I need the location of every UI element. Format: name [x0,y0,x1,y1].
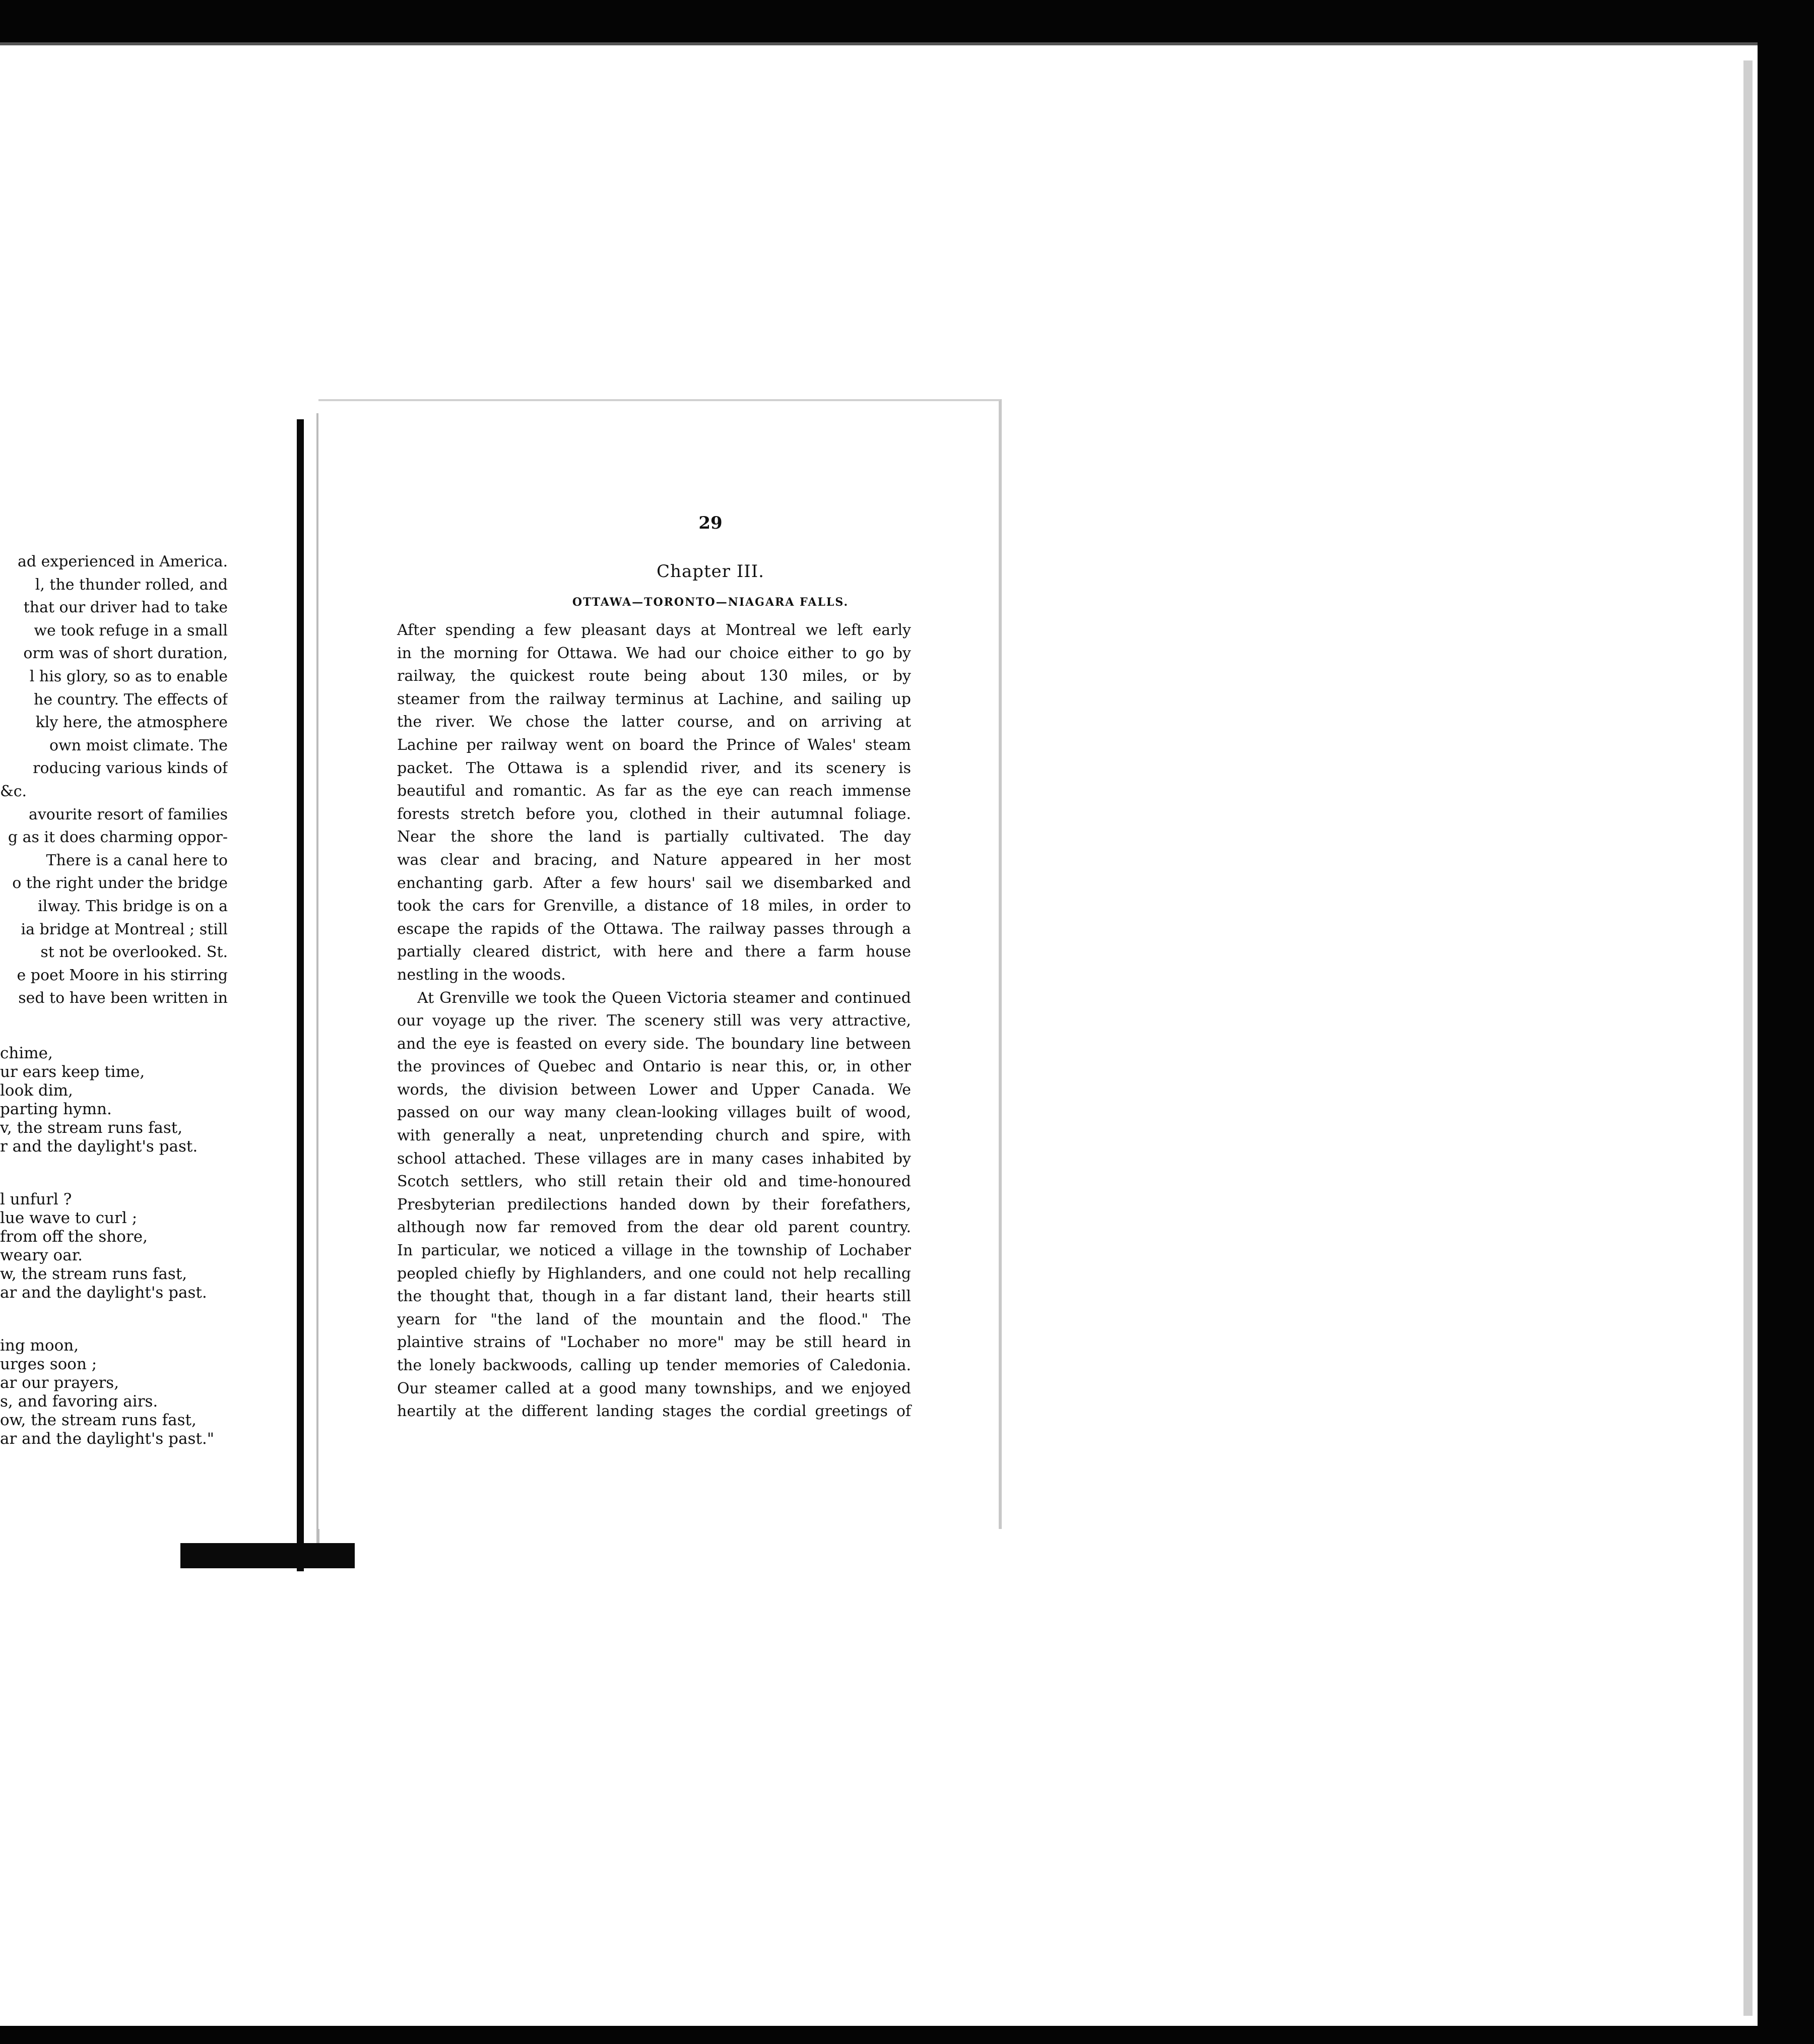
left-line: orm was of short duration, [23,645,228,663]
left-line: ilway. This bridge is on a [38,897,228,915]
text-line: railway, the quickest route being about 130 miles, or by [397,667,911,685]
poem-stanza [0,1190,228,1302]
text-line: forests stretch before you, clothed in their autumnal foliage. [397,805,911,823]
left-line: st not be overlooked. St. [40,943,228,962]
book-spine [297,419,304,1571]
left-page-text [0,550,228,1448]
scan-frame-top-edge [0,42,1814,45]
poem-line: look dim, [0,1081,73,1100]
poem-line: ar our prayers, [0,1373,119,1392]
text-line: the thought that, though in a far distant land, their hearts still [397,1288,911,1306]
text-line: Near the shore the land is partially cultivated. The day [397,828,911,846]
poem-line: from off the shore, [0,1227,148,1246]
text-line: our voyage up the river. The scenery still was very attractive, [397,1012,911,1030]
left-line: e poet Moore in his stirring [17,966,228,984]
scan-frame-right-inner [1743,60,1753,2016]
text-line: peopled chiefly by Highlanders, and one could not help recalling [397,1264,911,1283]
text-line: enchanting garb. After a few hours' sail we disembarked and [397,874,911,892]
text-line: took the cars for Grenville, a distance of 18 miles, in order to [397,897,911,915]
left-line: sed to have been written in [18,989,228,1007]
left-line: own moist climate. The [49,736,228,754]
chapter-subtitle: OTTAWA—TORONTO—NIAGARA FALLS. [572,596,849,609]
poem-line: r and the daylight's past. [0,1137,198,1156]
text-line: although now far removed from the dear old parent country. [397,1219,911,1237]
poem-line: lue wave to curl ; [0,1208,138,1227]
text-line: passed on our way many clean-looking villages built of wood, [397,1104,911,1122]
left-prose [0,550,228,1010]
left-line: &c. [0,782,27,800]
poem-stanza [0,1336,228,1448]
text-line: Lachine per railway went on board the Prince of Wales' steam [397,736,911,754]
text-line: steamer from the railway terminus at Lachine, and sailing up [397,690,911,708]
left-line: o the right under the bridge [12,874,228,892]
poem-line: chime, [0,1044,53,1062]
poem-line: parting hymn. [0,1100,112,1118]
text-line: beautiful and romantic. As far as the eye can reach immense [397,782,911,800]
text-line: the river. We chose the latter course, and on arriving at [397,713,911,731]
text-line: school attached. These villages are in many cases inhabited by [397,1149,911,1168]
text-line: Scotch settlers, who still retain their old and time-honoured [397,1173,911,1191]
poem-line: urges soon ; [0,1355,97,1373]
poem-stanza [0,1044,228,1156]
book-spine-foot [180,1543,355,1568]
poem-line: ar and the daylight's past. [0,1283,207,1302]
poem-line: v, the stream runs fast, [0,1118,183,1137]
left-line: avourite resort of families [28,805,228,823]
text-line: In particular, we noticed a village in the township of Lochaber [397,1242,911,1260]
text-line: partially cleared district, with here and there a farm house [397,943,911,961]
text-line: with generally a neat, unpretending church and spire, with [397,1127,911,1145]
text-line: words, the division between Lower and Upper Canada. We [397,1080,911,1099]
paragraph [397,619,911,987]
text-line: After spending a few pleasant days at Montreal we left early [397,621,911,639]
scan-frame-bottom [0,2026,1814,2044]
text-line: Our steamer called at a good many townships, and we enjoyed [397,1379,911,1397]
poem-line: w, the stream runs fast, [0,1264,187,1283]
poem-line: l unfurl ? [0,1190,72,1208]
poem-line: ur ears keep time, [0,1062,145,1081]
text-line: yearn for "the land of the mountain and the flood." The [397,1310,911,1328]
left-line: l, the thunder rolled, and [35,576,228,594]
text-line: At Grenville we took the Queen Victoria steamer and continued [417,989,911,1007]
left-line: that our driver had to take [23,599,228,617]
chapter-body [397,619,911,1423]
left-line: we took refuge in a small [34,621,228,640]
left-line: l his glory, so as to enable [29,667,228,685]
poem-line: ar and the daylight's past." [0,1429,214,1448]
left-line: he country. The effects of [34,690,228,709]
scan-frame-right [1758,0,1814,2044]
left-line: There is a canal here to [46,851,228,869]
right-page [318,399,1002,1529]
poem-line: ow, the stream runs fast, [0,1411,197,1429]
poem-line: s, and favoring airs. [0,1392,158,1411]
left-line: kly here, the atmosphere [35,714,228,732]
scan-frame-top [0,0,1814,42]
text-line: the lonely backwoods, calling up tender memories of Caledonia. [397,1357,911,1374]
left-line: ad experienced in America. [17,553,228,570]
poem-line: ing moon, [0,1336,79,1355]
left-page [0,413,319,1551]
text-line: Presbyterian predilections handed down by their forefathers, [397,1195,911,1213]
text-line: was clear and bracing, and Nature appeared in her most [397,851,911,869]
left-line: g as it does charming oppor- [8,828,228,847]
text-line: packet. The Ottawa is a splendid river, and its scenery is [397,759,911,777]
poem-line: weary oar. [0,1246,83,1264]
text-line: in the morning for Ottawa. We had our choice either to go by [397,644,911,662]
text-line: heartily at the different landing stages the cordial greetings of [397,1402,911,1421]
page-number: 29 [698,513,723,533]
text-line: plaintive strains of "Lochaber no more" may be still heard in [397,1333,911,1352]
text-line: escape the rapids of the Ottawa. The railway passes through a [397,920,911,938]
text-line: the provinces of Quebec and Ontario is near this, or, in other [397,1058,911,1076]
paragraph [397,987,911,1423]
text-line: and the eye is feasted on every side. The boundary line between [397,1035,911,1053]
left-line: ia bridge at Montreal ; still [21,920,228,938]
chapter-title: Chapter III. [657,561,764,582]
left-line: roducing various kinds of [33,759,228,778]
text-line: nestling in the woods. [397,966,566,984]
